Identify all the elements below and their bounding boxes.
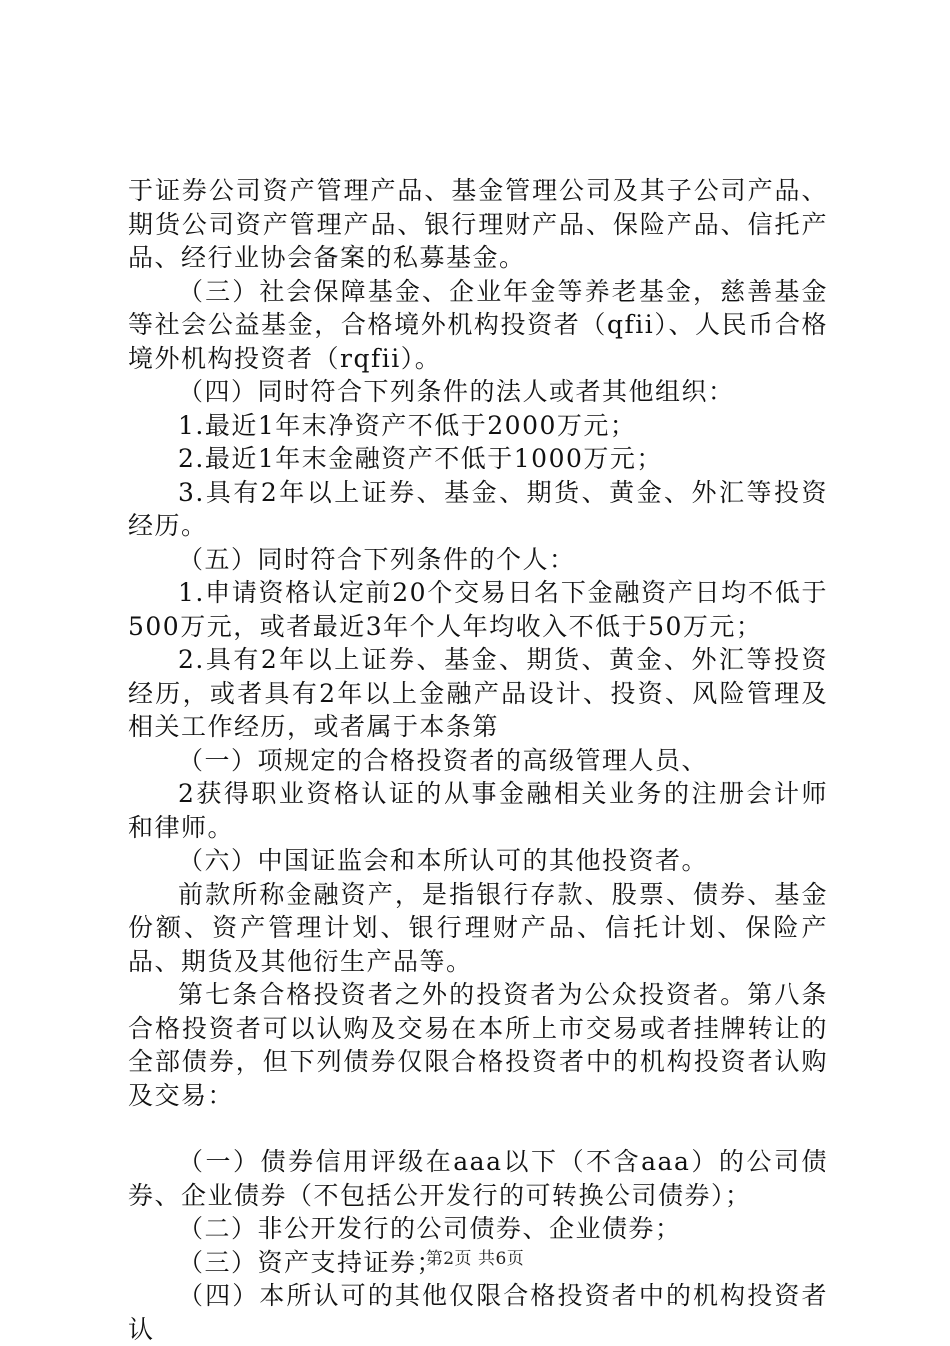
paragraph-13: 前款所称金融资产，是指银行存款、股票、债券、基金份额、资产管理计划、银行理财产品、信托计划、保险产品、期货及其他衍生产品等。 [128,879,828,976]
paragraph-16: （二）非公开发行的公司债券、企业债券； [178,1214,682,1243]
paragraph-17: （三）资产支持证券； [178,1247,444,1277]
paragraph-5: 2.最近1年末金融资产不低于1000万元； [178,444,663,473]
document-body [128,174,828,1346]
paragraph-10: （一）项规定的合格投资者的高级管理人员、 [178,745,709,775]
paragraph-18: （四）本所认可的其他仅限合格投资者中的机构投资者认 [128,1281,828,1344]
paragraph-6: 3.具有2年以上证券、基金、期货、黄金、外汇等投资经历。 [128,477,828,540]
paragraph-15: （一）债券信用评级在aaa以下（不含aaa）的公司债券、企业债券（不包括公开发行的可转换公司债券）； [128,1147,828,1210]
paragraph-1: 于证券公司资产管理产品、基金管理公司及其子公司产品、期货公司资产管理产品、银行理财产品、保险产品、信托产品、经行业协会备案的私募基金。 [128,176,828,272]
paragraph-9: 2.具有2年以上证券、基金、期货、黄金、外汇等投资经历，或者具有2年以上金融产品设计、投资、风险管理及相关工作经历，或者属于本条第 [128,645,828,741]
page-number-footer: 第2页 共6页 [425,1249,525,1269]
paragraph-7: （五）同时符合下列条件的个人： [178,544,576,574]
paragraph-8: 1.申请资格认定前20个交易日名下金融资产日均不低于500万元，或者最近3年个人年均收入不低于50万元； [128,578,828,641]
paragraph-14: 第七条合格投资者之外的投资者为公众投资者。第八条合格投资者可以认购及交易在本所上市交易或者挂牌转让的全部债券，但下列债券仅限合格投资者中的机构投资者认购及交易： [128,980,828,1110]
paragraph-4: 1.最近1年末净资产不低于2000万元； [178,410,637,440]
paragraph-11: 2获得职业资格认证的从事金融相关业务的注册会计师和律师。 [128,779,828,842]
paragraph-3: （四）同时符合下列条件的法人或者其他组织： [178,377,735,406]
paragraph-12: （六）中国证监会和本所认可的其他投资者。 [178,846,709,875]
paragraph-2: （三）社会保障基金、企业年金等养老基金，慈善基金等社会公益基金，合格境外机构投资者（qfii）、人民币合格境外机构投资者（rqfii）。 [128,276,828,373]
